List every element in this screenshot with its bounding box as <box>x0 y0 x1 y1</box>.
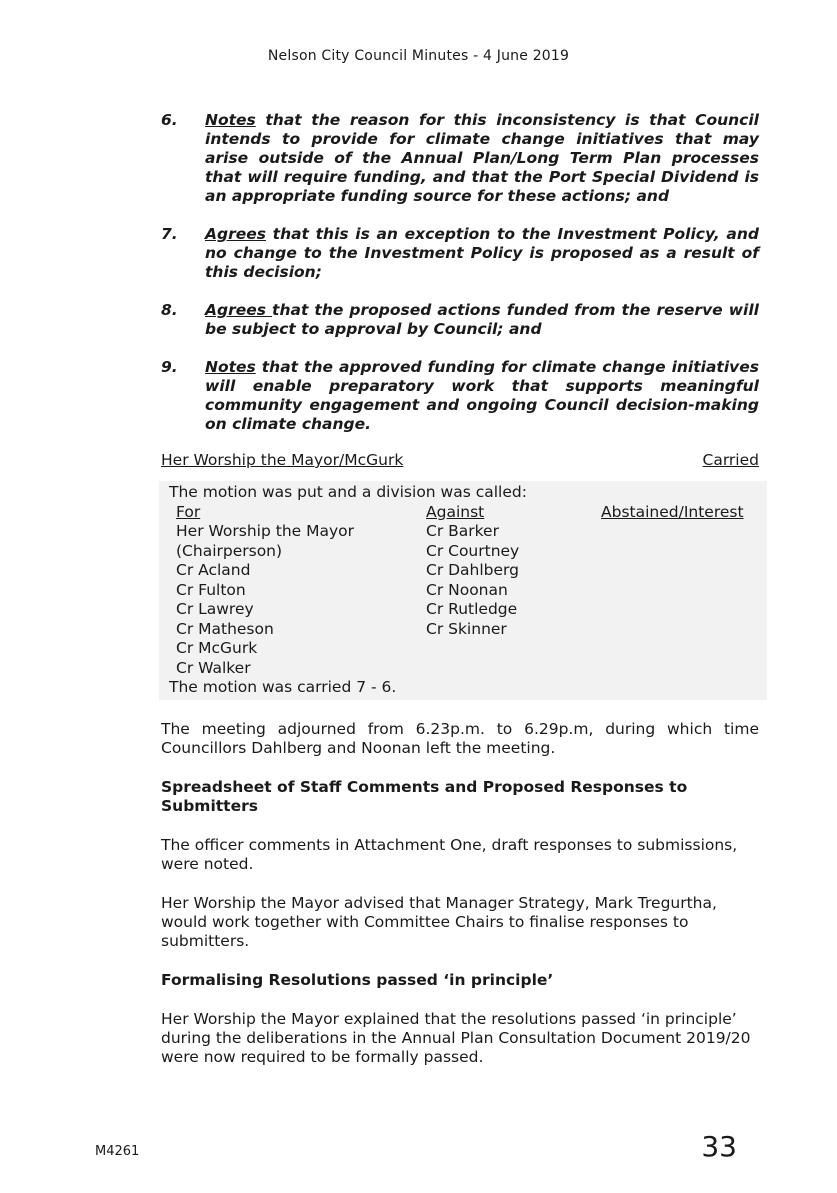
mayor-advice-paragraph: Her Worship the Mayor advised that Manager Strategy, Mark Tregurtha, would work together with Committee Chairs to finalise responses to submitters. <box>161 893 717 950</box>
for-voter: Cr Walker <box>176 658 251 677</box>
resolution-item-8 <box>161 301 759 339</box>
item-text: that the proposed actions funded from the reserve will be subject to approval by Council; and <box>205 301 759 338</box>
item-number: 8. <box>161 301 178 319</box>
for-voter: (Chairperson) <box>176 541 283 560</box>
adjournment-paragraph: The meeting adjourned from 6.23p.m. to 6.29p.m, during which time Councillors Dahlberg and Noonan left the meeting. <box>161 719 759 757</box>
for-voter: Cr Matheson <box>176 619 274 638</box>
item-verb: Agrees <box>205 301 273 319</box>
for-heading: For <box>176 502 201 521</box>
for-voter: Her Worship the Mayor <box>176 522 355 540</box>
for-voter: Cr Lawrey <box>176 600 254 618</box>
against-column <box>426 503 601 679</box>
document-code: M4261 <box>95 1144 140 1159</box>
for-column <box>176 503 426 679</box>
item-number: 7. <box>161 225 178 243</box>
against-heading: Against <box>426 502 485 521</box>
motion-result: Carried <box>702 451 759 469</box>
resolution-item-9 <box>161 358 759 434</box>
against-voter: Cr Skinner <box>426 619 507 638</box>
for-voter: Cr Acland <box>176 561 251 579</box>
abstained-column <box>601 503 759 679</box>
resolution-item-6 <box>161 111 759 206</box>
minutes-body <box>161 111 759 1067</box>
abstained-heading: Abstained/Interest <box>601 502 744 521</box>
section-heading-spreadsheet: Spreadsheet of Staff Comments and Proposed Responses to Submitters <box>161 777 688 815</box>
formalising-paragraph: Her Worship the Mayor explained that the resolutions passed ‘in principle’ during the deliberations in the Annual Plan Consultation Document 2019/20 were now required to be formally passed. <box>161 1009 751 1066</box>
section-heading-formalising: Formalising Resolutions passed ‘in principle’ <box>161 970 554 989</box>
resolution-item-7 <box>161 225 759 282</box>
for-voter: Cr Fulton <box>176 580 246 599</box>
against-voter: Cr Dahlberg <box>426 561 519 579</box>
item-number: 9. <box>161 358 178 376</box>
item-verb: Notes <box>205 358 256 376</box>
item-text: that this is an exception to the Investment Policy, and no change to the Investment Policy is proposed as a result of this decision; <box>205 225 759 281</box>
item-text: that the reason for this inconsistency is that Council intends to provide for climate change initiatives that may arise outside of the Annual Plan/Long Term Plan processes that will require funding, and that the Port Special Dividend is an appropriate funding source for these actions; and <box>205 111 759 205</box>
officer-comments-paragraph: The officer comments in Attachment One, draft responses to submissions, were noted. <box>161 835 738 873</box>
item-verb: Agrees <box>205 225 266 243</box>
division-outcome: The motion was carried 7 - 6. <box>169 678 397 696</box>
page-header: Nelson City Council Minutes - 4 June 2019 <box>267 48 570 64</box>
for-voter: Cr McGurk <box>176 639 258 657</box>
against-voter: Cr Rutledge <box>426 600 518 618</box>
division-box <box>159 481 767 700</box>
division-intro: The motion was put and a division was called: <box>169 483 527 501</box>
against-voter: Cr Barker <box>426 522 499 540</box>
mover-line <box>161 451 759 469</box>
mover-seconder: Her Worship the Mayor/McGurk <box>161 451 404 469</box>
against-voter: Cr Noonan <box>426 580 508 599</box>
item-number: 6. <box>161 111 178 129</box>
division-columns <box>169 503 759 679</box>
page-number: 33 <box>701 1130 737 1163</box>
item-text: that the approved funding for climate change initiatives will enable preparatory work that supports meaningful community engagement and ongoing Council decision-making on climate change. <box>205 358 759 433</box>
against-voter: Cr Courtney <box>426 541 520 560</box>
item-verb: Notes <box>205 111 256 129</box>
